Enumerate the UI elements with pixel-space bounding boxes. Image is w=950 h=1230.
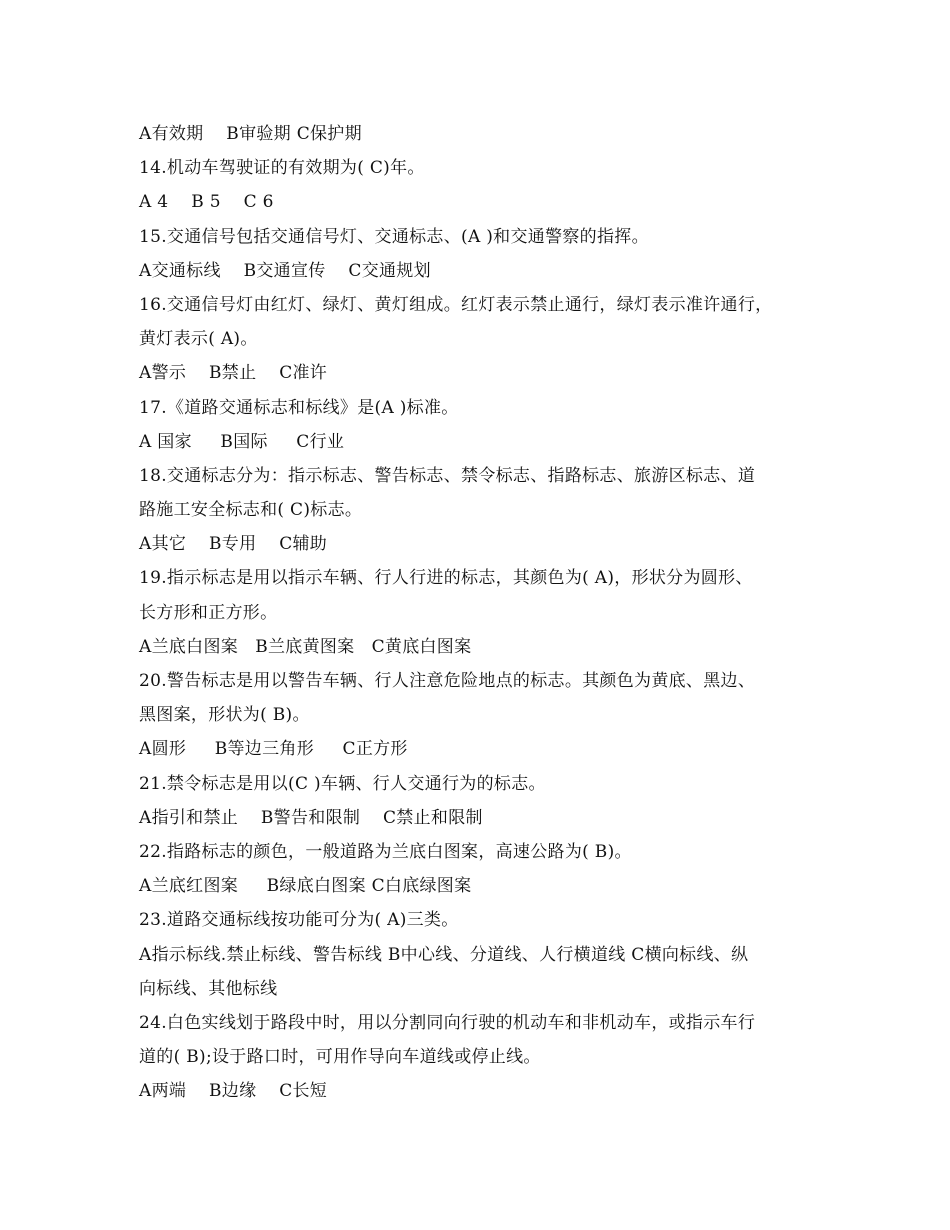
- answer-options-20: A圆形 B等边三角形 C正方形: [139, 739, 408, 760]
- question-22: 22.指路标志的颜色，一般道路为兰底白图案，高速公路为( B)。: [139, 841, 632, 862]
- answer-options-23-line-2: 向标线、其他标线: [139, 978, 278, 999]
- question-21: 21.禁令标志是用以(C )车辆、行人交通行为的标志。: [139, 773, 546, 794]
- question-20-line-2: 黑图案，形状为( B)。: [139, 705, 310, 726]
- question-19-line-2: 长方形和正方形。: [139, 602, 278, 623]
- answer-options-17: A 国家 B国际 C行业: [139, 431, 345, 452]
- question-17: 17.《道路交通标志和标线》是(A )标准。: [139, 397, 459, 418]
- question-15: 15.交通信号包括交通信号灯、交通标志、(A )和交通警察的指挥。: [139, 226, 649, 247]
- answer-options-21: A指引和禁止 B警告和限制 C禁止和限制: [139, 807, 483, 828]
- answer-options-13: A有效期 B审验期 C保护期: [139, 124, 362, 144]
- answer-options-16: A警示 B禁止 C准许: [139, 363, 328, 384]
- question-24-line-2: 道的( B);设于路口时，可用作导向车道线或停止线。: [139, 1047, 541, 1068]
- question-19-line-1: 19.指示标志是用以指示车辆、行人行进的标志，其颜色为( A)，形状分为圆形、: [139, 568, 753, 589]
- question-23: 23.道路交通标线按功能可分为( A)三类。: [139, 910, 459, 931]
- answer-options-22: A兰底红图案 B绿底白图案 C白底绿图案: [139, 876, 472, 897]
- question-24-line-1: 24.白色实线划于路段中时，用以分割同向行驶的机动车和非机动车，或指示车行: [139, 1012, 756, 1033]
- answer-options-23-line-1: A指示标线.禁止标线、警告标线 B中心线、分道线、人行横道线 C横向标线、纵: [139, 944, 749, 965]
- answer-options-18: A其它 B专用 C辅助: [139, 534, 328, 555]
- document-body: [139, 117, 839, 1108]
- question-16-line-1: 16.交通信号灯由红灯、绿灯、黄灯组成。红灯表示禁止通行，绿灯表示准许通行，: [139, 294, 773, 315]
- answer-options-24: A两端 B边缘 C长短: [139, 1081, 328, 1102]
- answer-options-15: A交通标线 B交通宣传 C交通规划: [139, 260, 431, 281]
- question-18-line-1: 18.交通标志分为：指示标志、警告标志、禁令标志、指路标志、旅游区标志、道: [139, 465, 756, 486]
- question-18-line-2: 路施工安全标志和( C)标志。: [139, 500, 363, 521]
- answer-options-19: A兰底白图案 B兰底黄图案 C黄底白图案: [139, 636, 472, 657]
- question-16-line-2: 黄灯表示( A)。: [139, 329, 258, 350]
- answer-options-14: A 4 B 5 C 6: [139, 192, 274, 213]
- question-14: 14.机动车驾驶证的有效期为( C)年。: [139, 158, 425, 179]
- question-20-line-1: 20.警告标志是用以警告车辆、行人注意危险地点的标志。其颜色为黄底、黑边、: [139, 671, 756, 691]
